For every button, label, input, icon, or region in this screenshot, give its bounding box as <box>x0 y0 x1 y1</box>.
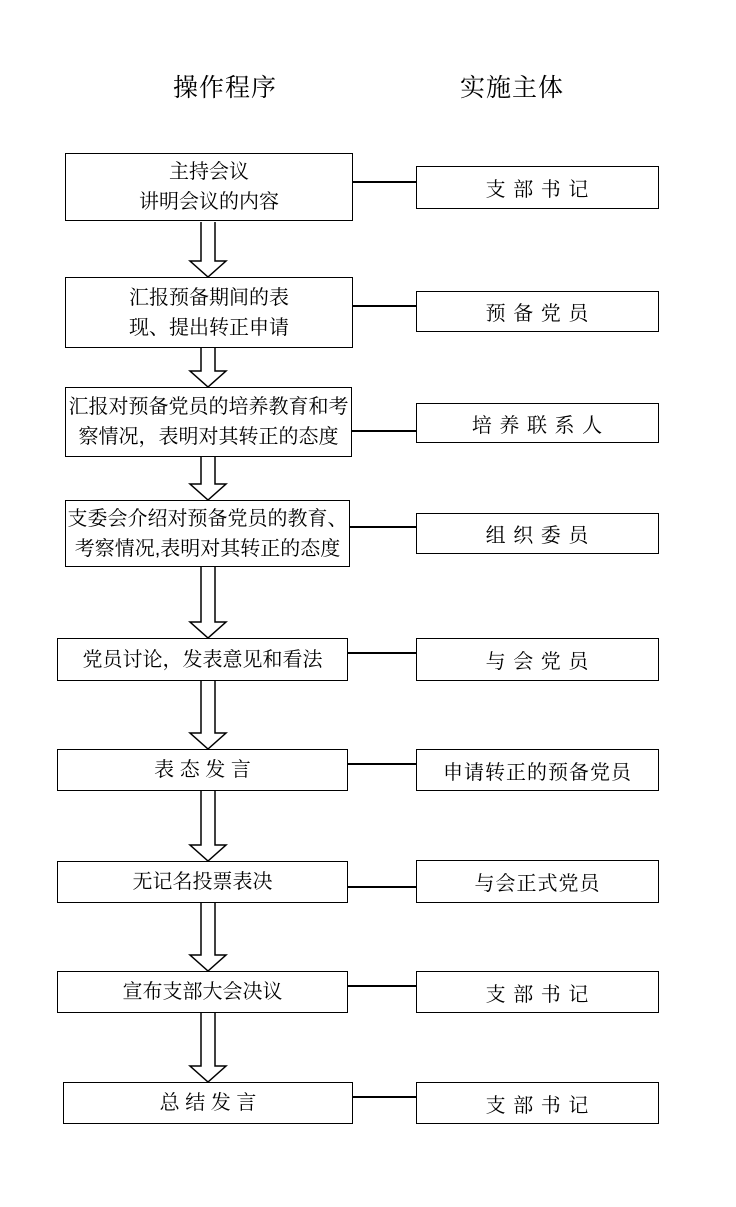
step-text: 主持会议 <box>169 161 249 183</box>
connector-line-4 <box>350 526 416 528</box>
connector-line-1 <box>353 181 416 183</box>
step-box-4 <box>65 500 350 567</box>
actor-box-2 <box>416 291 659 332</box>
actor-box-5 <box>416 638 659 681</box>
column-header-procedure: 操作程序 <box>173 74 278 102</box>
actor-text: 支 部 书 记 <box>485 1094 590 1117</box>
connector-line-8 <box>348 985 416 987</box>
step-box-2 <box>65 277 353 348</box>
down-arrow-icon <box>186 222 230 277</box>
down-arrow-icon <box>186 457 230 500</box>
step-text: 宣布支部大会决议 <box>122 981 283 1003</box>
actor-text: 与 会 党 员 <box>485 651 590 673</box>
down-arrow-icon <box>186 903 230 971</box>
actor-box-1 <box>416 166 659 209</box>
connector-line-9 <box>353 1096 416 1098</box>
step-box-7 <box>57 861 348 903</box>
step-text: 无记名投票表决 <box>132 871 273 893</box>
down-arrow-icon <box>186 348 230 387</box>
step-text: 汇报预备期间的表 <box>129 286 289 309</box>
step-box-5 <box>57 638 348 681</box>
down-arrow-icon <box>186 791 230 861</box>
step-box-8 <box>57 971 348 1013</box>
actor-text: 支 部 书 记 <box>485 179 590 201</box>
step-box-9 <box>63 1082 353 1124</box>
step-text: 党员讨论，发表意见和看法 <box>82 648 323 671</box>
connector-line-5 <box>348 652 416 654</box>
step-box-6 <box>57 749 348 791</box>
actor-box-7 <box>416 860 659 903</box>
step-text: 总 结 发 言 <box>159 1092 257 1114</box>
step-box-3 <box>65 387 352 457</box>
actor-text: 培 养 联 系 人 <box>471 414 604 437</box>
step-text: 现、提出转正申请 <box>129 316 289 339</box>
actor-text: 申请转正的预备党员 <box>443 761 632 784</box>
actor-box-6 <box>416 749 659 791</box>
actor-box-3 <box>416 403 659 443</box>
actor-box-8 <box>416 971 659 1013</box>
actor-text: 支 部 书 记 <box>485 983 590 1006</box>
connector-line-3 <box>352 430 416 432</box>
column-header-actor: 实施主体 <box>460 74 565 102</box>
step-text: 讲明会议的内容 <box>139 191 279 213</box>
step-text: 考察情况,表明对其转正的态度 <box>74 537 341 560</box>
step-text: 汇报对预备党员的培养教育和考 <box>68 396 349 418</box>
down-arrow-icon <box>186 681 230 749</box>
connector-line-2 <box>353 305 416 307</box>
connector-line-7 <box>348 886 416 888</box>
actor-text: 与会正式党员 <box>474 873 601 895</box>
step-text: 支委会介绍对预备党员的教育、 <box>67 507 348 530</box>
down-arrow-icon <box>186 1013 230 1082</box>
actor-text: 组 织 委 员 <box>485 525 590 547</box>
connector-line-6 <box>348 763 416 765</box>
step-box-1 <box>65 153 353 221</box>
step-text: 察情况，表明对其转正的态度 <box>78 426 339 448</box>
actor-box-4 <box>416 513 659 554</box>
step-text: 表 态 发 言 <box>154 759 251 781</box>
actor-box-9 <box>416 1082 659 1124</box>
actor-text: 预 备 党 员 <box>485 303 590 325</box>
down-arrow-icon <box>186 567 230 638</box>
